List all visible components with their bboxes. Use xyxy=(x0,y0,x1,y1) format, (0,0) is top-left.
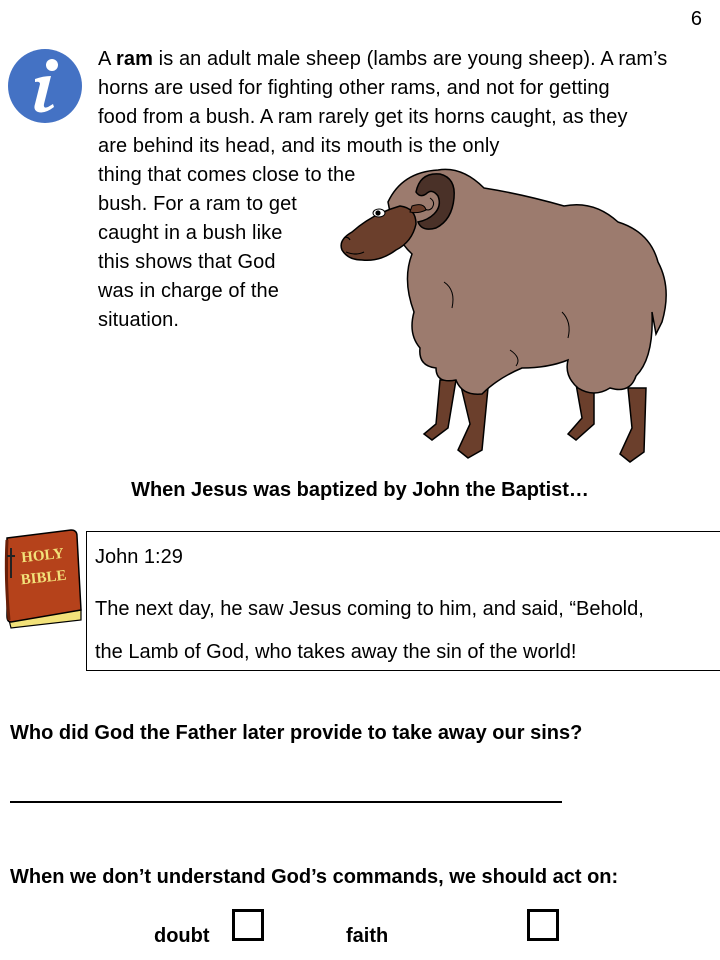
question-1: Who did God the Father later provide to take away our sins? xyxy=(10,722,583,744)
info-line: this shows that God xyxy=(98,251,276,273)
scripture-reference: John 1:29 xyxy=(95,546,183,568)
scripture-box xyxy=(86,531,720,671)
scripture-line: The next day, he saw Jesus coming to him, and said, “Behold, xyxy=(95,598,644,620)
info-line: horns are used for fighting other rams, and not for getting xyxy=(98,77,610,99)
option-doubt-label: doubt xyxy=(154,925,210,947)
bible-cover-title: HOLY xyxy=(20,545,65,567)
bible-cover-subtitle: BIBLE xyxy=(19,567,68,589)
ram-term: ram xyxy=(116,48,153,70)
option-faith-label: faith xyxy=(346,925,389,947)
page-number: 6 xyxy=(690,8,702,30)
info-line: bush. For a ram to get xyxy=(98,193,297,215)
info-line: food from a bush. A ram rarely get its horns caught, as they xyxy=(98,106,628,128)
doubt-checkbox[interactable] xyxy=(232,909,264,941)
info-line: thing that comes close to the xyxy=(98,164,356,186)
bible-icon xyxy=(3,528,85,632)
baptism-heading: When Jesus was baptized by John the Baptist… xyxy=(131,479,589,501)
info-line: was in charge of the xyxy=(98,280,279,302)
info-line: A ram is an adult male sheep (lambs are young sheep). A ram’s xyxy=(98,48,668,70)
info-line: caught in a bush like xyxy=(98,222,283,244)
info-icon xyxy=(7,48,83,124)
info-line: situation. xyxy=(98,309,180,331)
faith-checkbox[interactable] xyxy=(527,909,559,941)
question-2: When we don’t understand God’s commands, we should act on: xyxy=(10,866,619,888)
info-line: are behind its head, and its mouth is the only xyxy=(98,135,500,157)
answer-line[interactable] xyxy=(10,801,562,803)
scripture-text xyxy=(95,588,644,674)
scripture-line: the Lamb of God, who takes away the sin of the world! xyxy=(95,641,577,663)
ram-illustration xyxy=(332,162,677,467)
